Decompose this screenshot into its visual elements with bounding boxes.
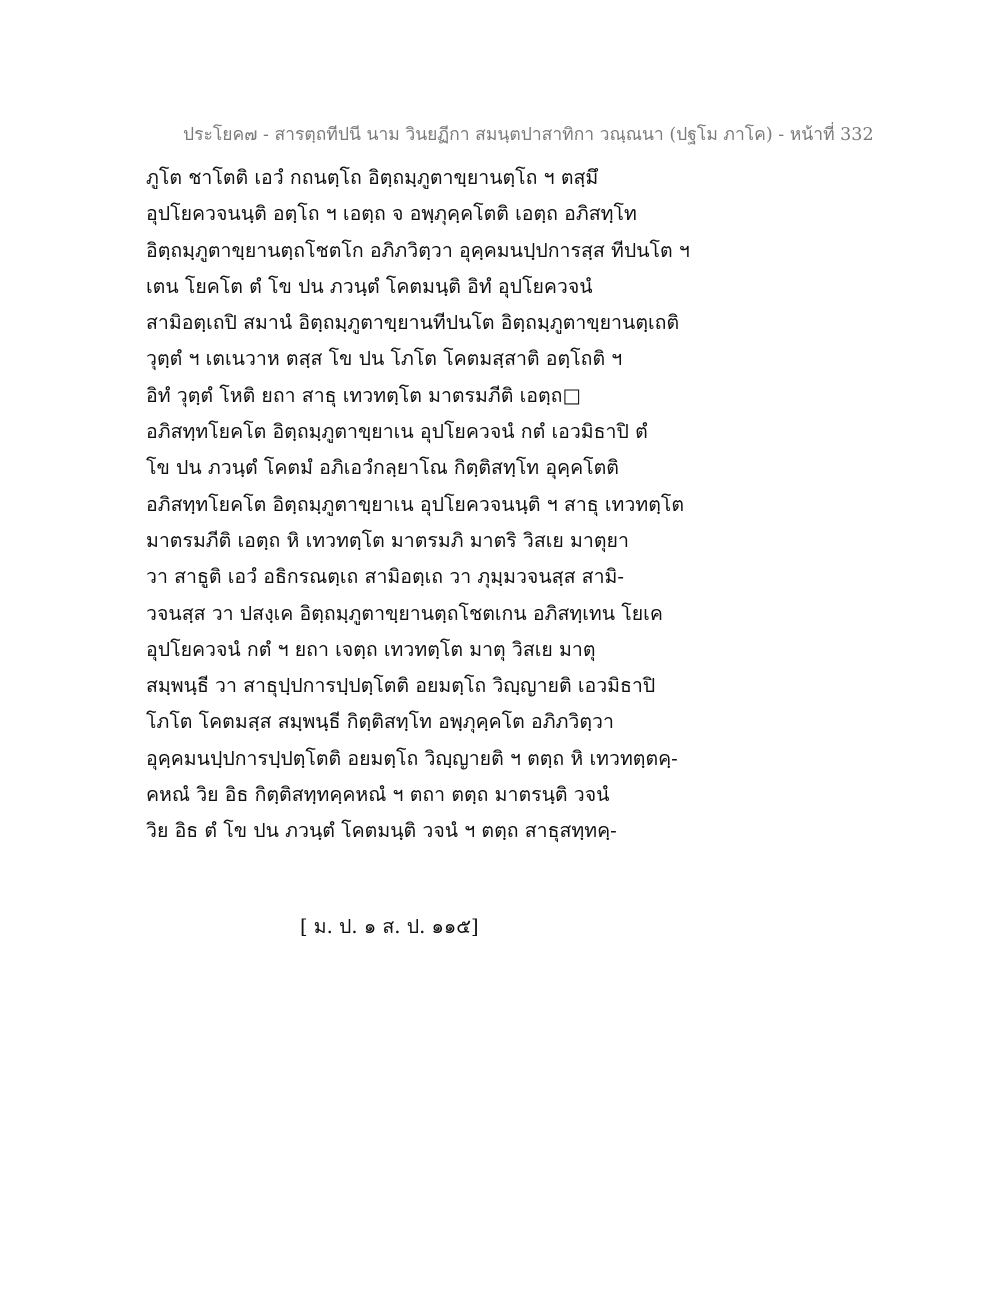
text-line: อุปโยควจนนฺติ อตฺโถ ฯ เอตฺถ จ อพฺภุคฺคโตติ เอตฺถ อภิสทฺโท bbox=[146, 202, 637, 226]
text-line: สามิอตฺเถปิ สมานํ อิตฺถมฺภูตาขฺยานทีปนโต อิตฺถมฺภูตาขฺยานตฺเถติ bbox=[146, 311, 680, 335]
text-line: อุปโยควจนํ กตํ ฯ ยถา เจตฺถ เทวทตฺโต มาตุ วิสเย มาตุ bbox=[146, 637, 596, 661]
text-line: อภิสทฺทโยคโต อิตฺถมฺภูตาขฺยาเน อุปโยควจนํ กตํ เอวมิธาปิ ตํ bbox=[146, 420, 648, 444]
text-line: คหณํ วิย อิธ กิตฺติสทฺทคฺคหณํ ฯ ตถา ตตฺถ มาตรนฺติ วจนํ bbox=[146, 783, 610, 807]
text-line: เตน โยคโต ตํ โข ปน ภวนฺตํ โคตมนฺติ อิทํ อุปโยควจนํ bbox=[146, 274, 593, 298]
text-line: อิตฺถมฺภูตาขฺยานตฺถโชตโก อภิภวิตฺวา อุคฺคมนปฺปการสฺส ทีปนโต ฯ bbox=[146, 238, 690, 262]
running-header: ประโยค๗ - สารตฺถทีปนี นาม วินยฏีกา สมนฺตปาสาทิกา วณฺณนา (ปฐโม ภาโค) - หน้าที่ 332 bbox=[183, 125, 874, 145]
text-line: อภิสทฺทโยคโต อิตฺถมฺภูตาขฺยาเน อุปโยควจนนฺติ ฯ สาธุ เทวทตฺโต bbox=[146, 492, 685, 516]
text-line: วา สาธูติ เอวํ อธิกรณตฺเถ สามิอตฺเถ วา ภุมฺมวจนสฺส สามิ- bbox=[146, 565, 624, 589]
text-line: โภโต โคตมสฺส สมฺพนฺธี กิตฺติสทฺโท อพฺภุคฺคโต อภิภวิตฺวา bbox=[146, 710, 614, 734]
text-line: วุตฺตํ ฯ เตเนวาห ตสฺส โข ปน โภโต โคตมสฺสาติ อตฺโถติ ฯ bbox=[146, 347, 623, 371]
text-line: อิทํ วุตฺตํ โหติ ยถา สาธุ เทวทตฺโต มาตรมภีติ เอตฺถ□ bbox=[146, 383, 581, 407]
body-text bbox=[146, 160, 866, 850]
text-line: ภูโต ชาโตติ เอวํ กถนตฺโถ อิตฺถมฺภูตาขฺยานตฺโถ ฯ ตสฺมึ bbox=[146, 166, 599, 189]
text-line: วิย อิธ ตํ โข ปน ภวนฺตํ โคตมนฺติ วจนํ ฯ ตตฺถ สาธุสทฺทคฺ- bbox=[146, 819, 617, 843]
text-line: อุคฺคมนปฺปการปฺปตฺโตติ อยมตฺโถ วิญฺญายติ ฯ ตตฺถ หิ เทวทตฺตคฺ- bbox=[146, 746, 678, 770]
text-line: มาตรมภีติ เอตฺถ หิ เทวทตฺโต มาตรมภิ มาตริ วิสเย มาตุยา bbox=[146, 528, 629, 552]
text-line: วจนสฺส วา ปสงฺเค อิตฺถมฺภูตาขฺยานตฺถโชตเกน อภิสทฺเทน โยเค bbox=[146, 601, 663, 625]
page-reference-note: [ ม. ป. ๑ ส. ป. ๑๑๕] bbox=[300, 915, 479, 938]
text-line: โข ปน ภวนฺตํ โคตมํ อภิเอวํกลฺยาโณ กิตฺติสทฺโท อุคฺคโตติ bbox=[146, 456, 619, 480]
text-line: สมฺพนฺธี วา สาธุปฺปการปฺปตฺโตติ อยมตฺโถ วิญฺญายติ เอวมิธาปิ bbox=[146, 674, 656, 698]
